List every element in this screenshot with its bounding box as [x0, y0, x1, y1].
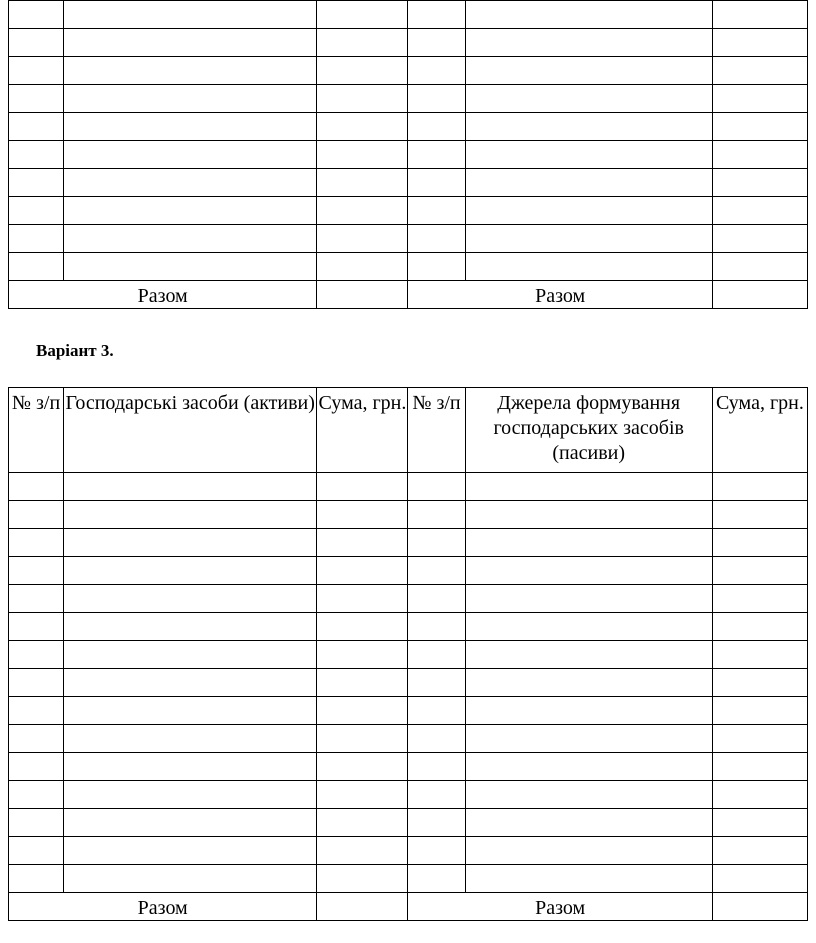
source-sum-cell[interactable]	[712, 225, 807, 253]
header-sources: Джерела формування господарських засобів (пасиви)	[465, 388, 712, 473]
number-cell[interactable]	[9, 529, 64, 557]
source-sum-cell[interactable]	[712, 613, 807, 641]
asset-name-cell[interactable]	[64, 641, 317, 669]
number-cell[interactable]	[408, 613, 465, 641]
number-cell[interactable]	[9, 725, 64, 753]
source-name-cell[interactable]	[465, 557, 712, 585]
table-body	[9, 473, 808, 893]
total-sum-assets-cell[interactable]	[317, 893, 408, 921]
asset-name-cell[interactable]	[64, 85, 317, 113]
asset-name-cell[interactable]	[64, 473, 317, 501]
asset-name-cell[interactable]	[64, 809, 317, 837]
source-sum-cell[interactable]	[712, 697, 807, 725]
table-row	[9, 753, 808, 781]
number-cell[interactable]	[9, 225, 64, 253]
source-name-cell[interactable]	[465, 753, 712, 781]
source-sum-cell[interactable]	[712, 725, 807, 753]
asset-sum-cell[interactable]	[317, 197, 408, 225]
table-row	[9, 669, 808, 697]
number-cell[interactable]	[9, 501, 64, 529]
source-sum-cell[interactable]	[712, 1, 807, 29]
asset-sum-cell[interactable]	[317, 809, 408, 837]
asset-name-cell[interactable]	[64, 197, 317, 225]
asset-name-cell[interactable]	[64, 141, 317, 169]
asset-name-cell[interactable]	[64, 253, 317, 281]
source-name-cell[interactable]	[465, 781, 712, 809]
number-cell[interactable]	[9, 781, 64, 809]
asset-sum-cell[interactable]	[317, 141, 408, 169]
total-sum-liabilities-cell[interactable]	[712, 893, 807, 921]
source-sum-cell[interactable]	[712, 253, 807, 281]
asset-name-cell[interactable]	[64, 169, 317, 197]
asset-sum-cell[interactable]	[317, 641, 408, 669]
number-cell[interactable]	[9, 669, 64, 697]
number-cell[interactable]	[9, 253, 64, 281]
table-row	[9, 197, 808, 225]
number-cell[interactable]	[408, 809, 465, 837]
source-sum-cell[interactable]	[712, 85, 807, 113]
table-row	[9, 781, 808, 809]
source-sum-cell[interactable]	[712, 641, 807, 669]
number-cell[interactable]	[9, 697, 64, 725]
variant-heading: Варіант 3.	[36, 341, 114, 360]
asset-sum-cell[interactable]	[317, 225, 408, 253]
asset-sum-cell[interactable]	[317, 529, 408, 557]
table-row	[9, 585, 808, 613]
asset-sum-cell[interactable]	[317, 781, 408, 809]
source-sum-cell[interactable]	[712, 473, 807, 501]
number-cell[interactable]	[408, 529, 465, 557]
number-cell[interactable]	[9, 865, 64, 893]
number-cell[interactable]	[408, 1, 465, 29]
asset-name-cell[interactable]	[64, 865, 317, 893]
asset-sum-cell[interactable]	[317, 613, 408, 641]
source-sum-cell[interactable]	[712, 669, 807, 697]
asset-sum-cell[interactable]	[317, 865, 408, 893]
total-label-assets: Разом	[9, 893, 317, 921]
asset-sum-cell[interactable]	[317, 113, 408, 141]
asset-sum-cell[interactable]	[317, 585, 408, 613]
source-name-cell[interactable]	[465, 613, 712, 641]
source-sum-cell[interactable]	[712, 57, 807, 85]
table-row	[9, 473, 808, 501]
table-row	[9, 697, 808, 725]
number-cell[interactable]	[408, 253, 465, 281]
asset-sum-cell[interactable]	[317, 1, 408, 29]
source-name-cell[interactable]	[465, 809, 712, 837]
number-cell[interactable]	[9, 113, 64, 141]
number-cell[interactable]	[408, 29, 465, 57]
number-cell[interactable]	[9, 141, 64, 169]
source-name-cell[interactable]	[465, 253, 712, 281]
number-cell[interactable]	[9, 169, 64, 197]
asset-sum-cell[interactable]	[317, 29, 408, 57]
header-sum-assets: Сума, грн.	[317, 388, 408, 473]
asset-name-cell[interactable]	[64, 225, 317, 253]
table-row	[9, 29, 808, 57]
number-cell[interactable]	[408, 197, 465, 225]
number-cell[interactable]	[408, 225, 465, 253]
source-sum-cell[interactable]	[712, 113, 807, 141]
number-cell[interactable]	[408, 85, 465, 113]
number-cell[interactable]	[408, 473, 465, 501]
asset-name-cell[interactable]	[64, 557, 317, 585]
asset-name-cell[interactable]	[64, 669, 317, 697]
number-cell[interactable]	[408, 669, 465, 697]
source-name-cell[interactable]	[465, 141, 712, 169]
asset-sum-cell[interactable]	[317, 473, 408, 501]
total-label-assets: Разом	[9, 281, 317, 309]
source-name-cell[interactable]	[465, 1, 712, 29]
asset-name-cell[interactable]	[64, 837, 317, 865]
total-sum-liabilities-cell[interactable]	[712, 281, 807, 309]
asset-name-cell[interactable]	[64, 29, 317, 57]
source-name-cell[interactable]	[465, 197, 712, 225]
table-row	[9, 169, 808, 197]
source-sum-cell[interactable]	[712, 585, 807, 613]
number-cell[interactable]	[408, 57, 465, 85]
header-assets: Господарські засоби (активи)	[64, 388, 317, 473]
source-name-cell[interactable]	[465, 113, 712, 141]
asset-sum-cell[interactable]	[317, 169, 408, 197]
asset-name-cell[interactable]	[64, 725, 317, 753]
asset-name-cell[interactable]	[64, 1, 317, 29]
number-cell[interactable]	[408, 865, 465, 893]
asset-name-cell[interactable]	[64, 697, 317, 725]
number-cell[interactable]	[9, 613, 64, 641]
number-cell[interactable]	[408, 585, 465, 613]
number-cell[interactable]	[408, 837, 465, 865]
source-sum-cell[interactable]	[712, 169, 807, 197]
table-row	[9, 837, 808, 865]
total-label-liabilities: Разом	[408, 281, 712, 309]
number-cell[interactable]	[408, 141, 465, 169]
number-cell[interactable]	[9, 641, 64, 669]
source-sum-cell[interactable]	[712, 837, 807, 865]
number-cell[interactable]	[408, 113, 465, 141]
source-sum-cell[interactable]	[712, 501, 807, 529]
source-name-cell[interactable]	[465, 29, 712, 57]
source-sum-cell[interactable]	[712, 529, 807, 557]
source-name-cell[interactable]	[465, 669, 712, 697]
asset-sum-cell[interactable]	[317, 557, 408, 585]
source-name-cell[interactable]	[465, 641, 712, 669]
asset-name-cell[interactable]	[64, 57, 317, 85]
table-row	[9, 641, 808, 669]
source-sum-cell[interactable]	[712, 557, 807, 585]
asset-name-cell[interactable]	[64, 585, 317, 613]
header-number-assets: № з/п	[9, 388, 64, 473]
asset-sum-cell[interactable]	[317, 669, 408, 697]
table-row	[9, 85, 808, 113]
number-cell[interactable]	[9, 197, 64, 225]
source-name-cell[interactable]	[465, 585, 712, 613]
number-cell[interactable]	[408, 725, 465, 753]
asset-name-cell[interactable]	[64, 113, 317, 141]
source-name-cell[interactable]	[465, 169, 712, 197]
asset-sum-cell[interactable]	[317, 253, 408, 281]
table-row	[9, 613, 808, 641]
asset-sum-cell[interactable]	[317, 85, 408, 113]
source-name-cell[interactable]	[465, 225, 712, 253]
number-cell[interactable]	[408, 697, 465, 725]
table-row	[9, 1, 808, 29]
table-row	[9, 57, 808, 85]
table-row	[9, 529, 808, 557]
asset-name-cell[interactable]	[64, 501, 317, 529]
number-cell[interactable]	[9, 1, 64, 29]
balance-table-variant-3	[8, 387, 808, 921]
source-name-cell[interactable]	[465, 725, 712, 753]
table-row	[9, 501, 808, 529]
table-row	[9, 113, 808, 141]
total-sum-assets-cell[interactable]	[317, 281, 408, 309]
number-cell[interactable]	[408, 753, 465, 781]
number-cell[interactable]	[408, 557, 465, 585]
number-cell[interactable]	[408, 781, 465, 809]
number-cell[interactable]	[9, 837, 64, 865]
table-row	[9, 809, 808, 837]
asset-sum-cell[interactable]	[317, 753, 408, 781]
source-name-cell[interactable]	[465, 85, 712, 113]
table-row	[9, 725, 808, 753]
number-cell[interactable]	[9, 85, 64, 113]
number-cell[interactable]	[9, 585, 64, 613]
asset-sum-cell[interactable]	[317, 697, 408, 725]
table-row	[9, 865, 808, 893]
asset-sum-cell[interactable]	[317, 501, 408, 529]
asset-name-cell[interactable]	[64, 781, 317, 809]
source-name-cell[interactable]	[465, 529, 712, 557]
balance-table-previous	[8, 0, 808, 309]
table-row	[9, 253, 808, 281]
header-sum-liabilities: Сума, грн.	[712, 388, 807, 473]
total-row	[9, 893, 808, 921]
source-sum-cell[interactable]	[712, 141, 807, 169]
source-sum-cell[interactable]	[712, 809, 807, 837]
source-name-cell[interactable]	[465, 57, 712, 85]
number-cell[interactable]	[9, 57, 64, 85]
source-name-cell[interactable]	[465, 837, 712, 865]
source-sum-cell[interactable]	[712, 753, 807, 781]
source-name-cell[interactable]	[465, 501, 712, 529]
number-cell[interactable]	[9, 557, 64, 585]
asset-sum-cell[interactable]	[317, 725, 408, 753]
number-cell[interactable]	[408, 641, 465, 669]
number-cell[interactable]	[9, 473, 64, 501]
number-cell[interactable]	[408, 501, 465, 529]
table-row	[9, 225, 808, 253]
number-cell[interactable]	[9, 29, 64, 57]
source-name-cell[interactable]	[465, 473, 712, 501]
source-sum-cell[interactable]	[712, 197, 807, 225]
asset-name-cell[interactable]	[64, 753, 317, 781]
asset-sum-cell[interactable]	[317, 837, 408, 865]
table-body	[9, 1, 808, 281]
number-cell[interactable]	[9, 809, 64, 837]
header-number-liabilities: № з/п	[408, 388, 465, 473]
number-cell[interactable]	[408, 169, 465, 197]
asset-name-cell[interactable]	[64, 529, 317, 557]
header-row	[9, 388, 808, 473]
asset-name-cell[interactable]	[64, 613, 317, 641]
source-sum-cell[interactable]	[712, 865, 807, 893]
source-sum-cell[interactable]	[712, 29, 807, 57]
number-cell[interactable]	[9, 753, 64, 781]
total-row	[9, 281, 808, 309]
total-label-liabilities: Разом	[408, 893, 712, 921]
source-sum-cell[interactable]	[712, 781, 807, 809]
table-row	[9, 557, 808, 585]
asset-sum-cell[interactable]	[317, 57, 408, 85]
source-name-cell[interactable]	[465, 697, 712, 725]
table-row	[9, 141, 808, 169]
source-name-cell[interactable]	[465, 865, 712, 893]
